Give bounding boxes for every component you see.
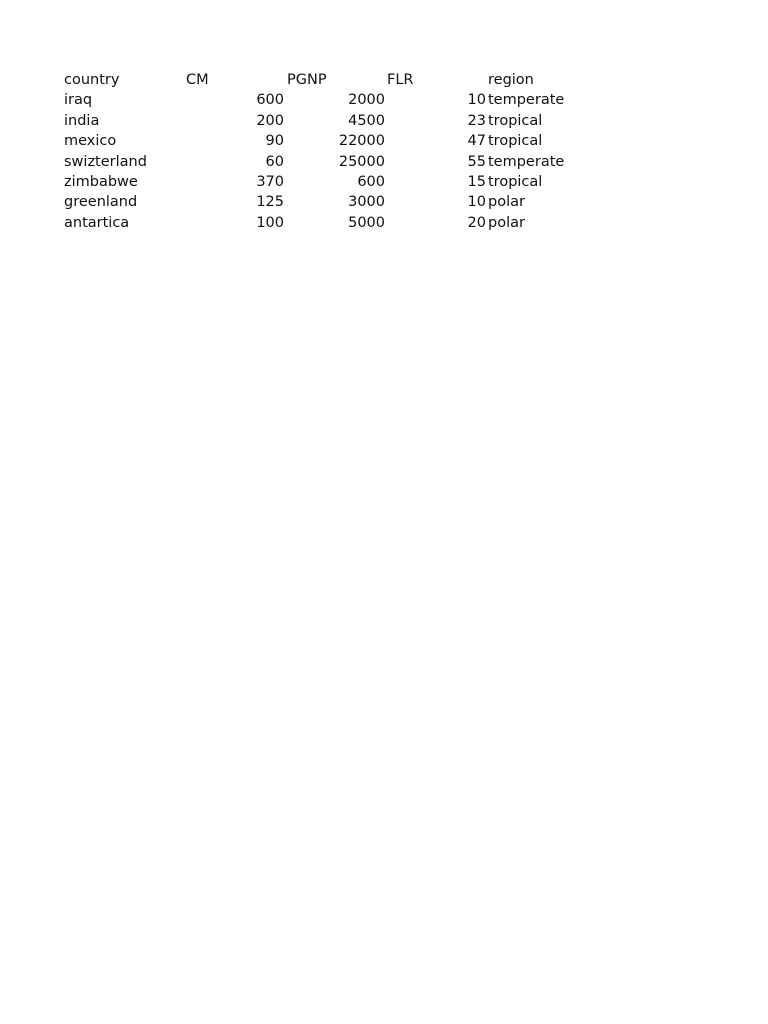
cell-flr[interactable]: 23 [467, 112, 486, 129]
cell-flr[interactable]: 10 [467, 194, 486, 211]
cell-country[interactable]: zimbabwe [64, 173, 138, 190]
cell-region[interactable]: tropical [488, 173, 543, 190]
cell-pgnp[interactable]: 5000 [348, 214, 385, 231]
cell-country[interactable]: greenland [64, 194, 138, 211]
cell-pgnp[interactable]: 3000 [348, 194, 385, 211]
cell-cm[interactable]: 600 [256, 92, 284, 109]
cell-region[interactable]: tropical [488, 112, 543, 129]
cell-cm[interactable]: 200 [256, 112, 284, 129]
cell-flr[interactable]: 47 [467, 133, 486, 150]
cell-region[interactable]: polar [488, 214, 525, 231]
cell-region[interactable]: polar [488, 194, 525, 211]
cell-cm[interactable]: 100 [256, 214, 284, 231]
cell-pgnp[interactable]: 2000 [348, 92, 385, 109]
cell-country[interactable]: iraq [64, 92, 93, 109]
cell-flr[interactable]: 20 [467, 214, 486, 231]
cell-country[interactable]: antartica [64, 214, 130, 231]
header-country[interactable]: country [64, 72, 120, 88]
cell-flr[interactable]: 55 [467, 153, 486, 170]
cell-pgnp[interactable]: 22000 [338, 133, 385, 150]
header-region[interactable]: region [488, 72, 534, 88]
cell-cm[interactable]: 60 [265, 153, 284, 170]
cell-region[interactable]: tropical [488, 133, 543, 150]
cell-cm[interactable]: 125 [256, 194, 284, 211]
cell-pgnp[interactable]: 4500 [348, 112, 385, 129]
cell-flr[interactable]: 15 [467, 173, 486, 190]
header-pgnp[interactable]: PGNP [287, 72, 327, 88]
cell-country[interactable]: india [64, 112, 100, 129]
cell-flr[interactable]: 10 [467, 92, 486, 109]
header-cm[interactable]: CM [186, 72, 209, 88]
cell-pgnp[interactable]: 25000 [338, 153, 385, 170]
cell-pgnp[interactable]: 600 [357, 173, 385, 190]
cell-country[interactable]: swizterland [64, 153, 147, 170]
cell-cm[interactable]: 370 [256, 173, 284, 190]
cell-region[interactable]: temperate [488, 153, 565, 170]
cell-country[interactable]: mexico [64, 133, 117, 150]
cell-region[interactable]: temperate [488, 92, 565, 109]
header-flr[interactable]: FLR [387, 72, 414, 88]
cell-cm[interactable]: 90 [265, 133, 284, 150]
